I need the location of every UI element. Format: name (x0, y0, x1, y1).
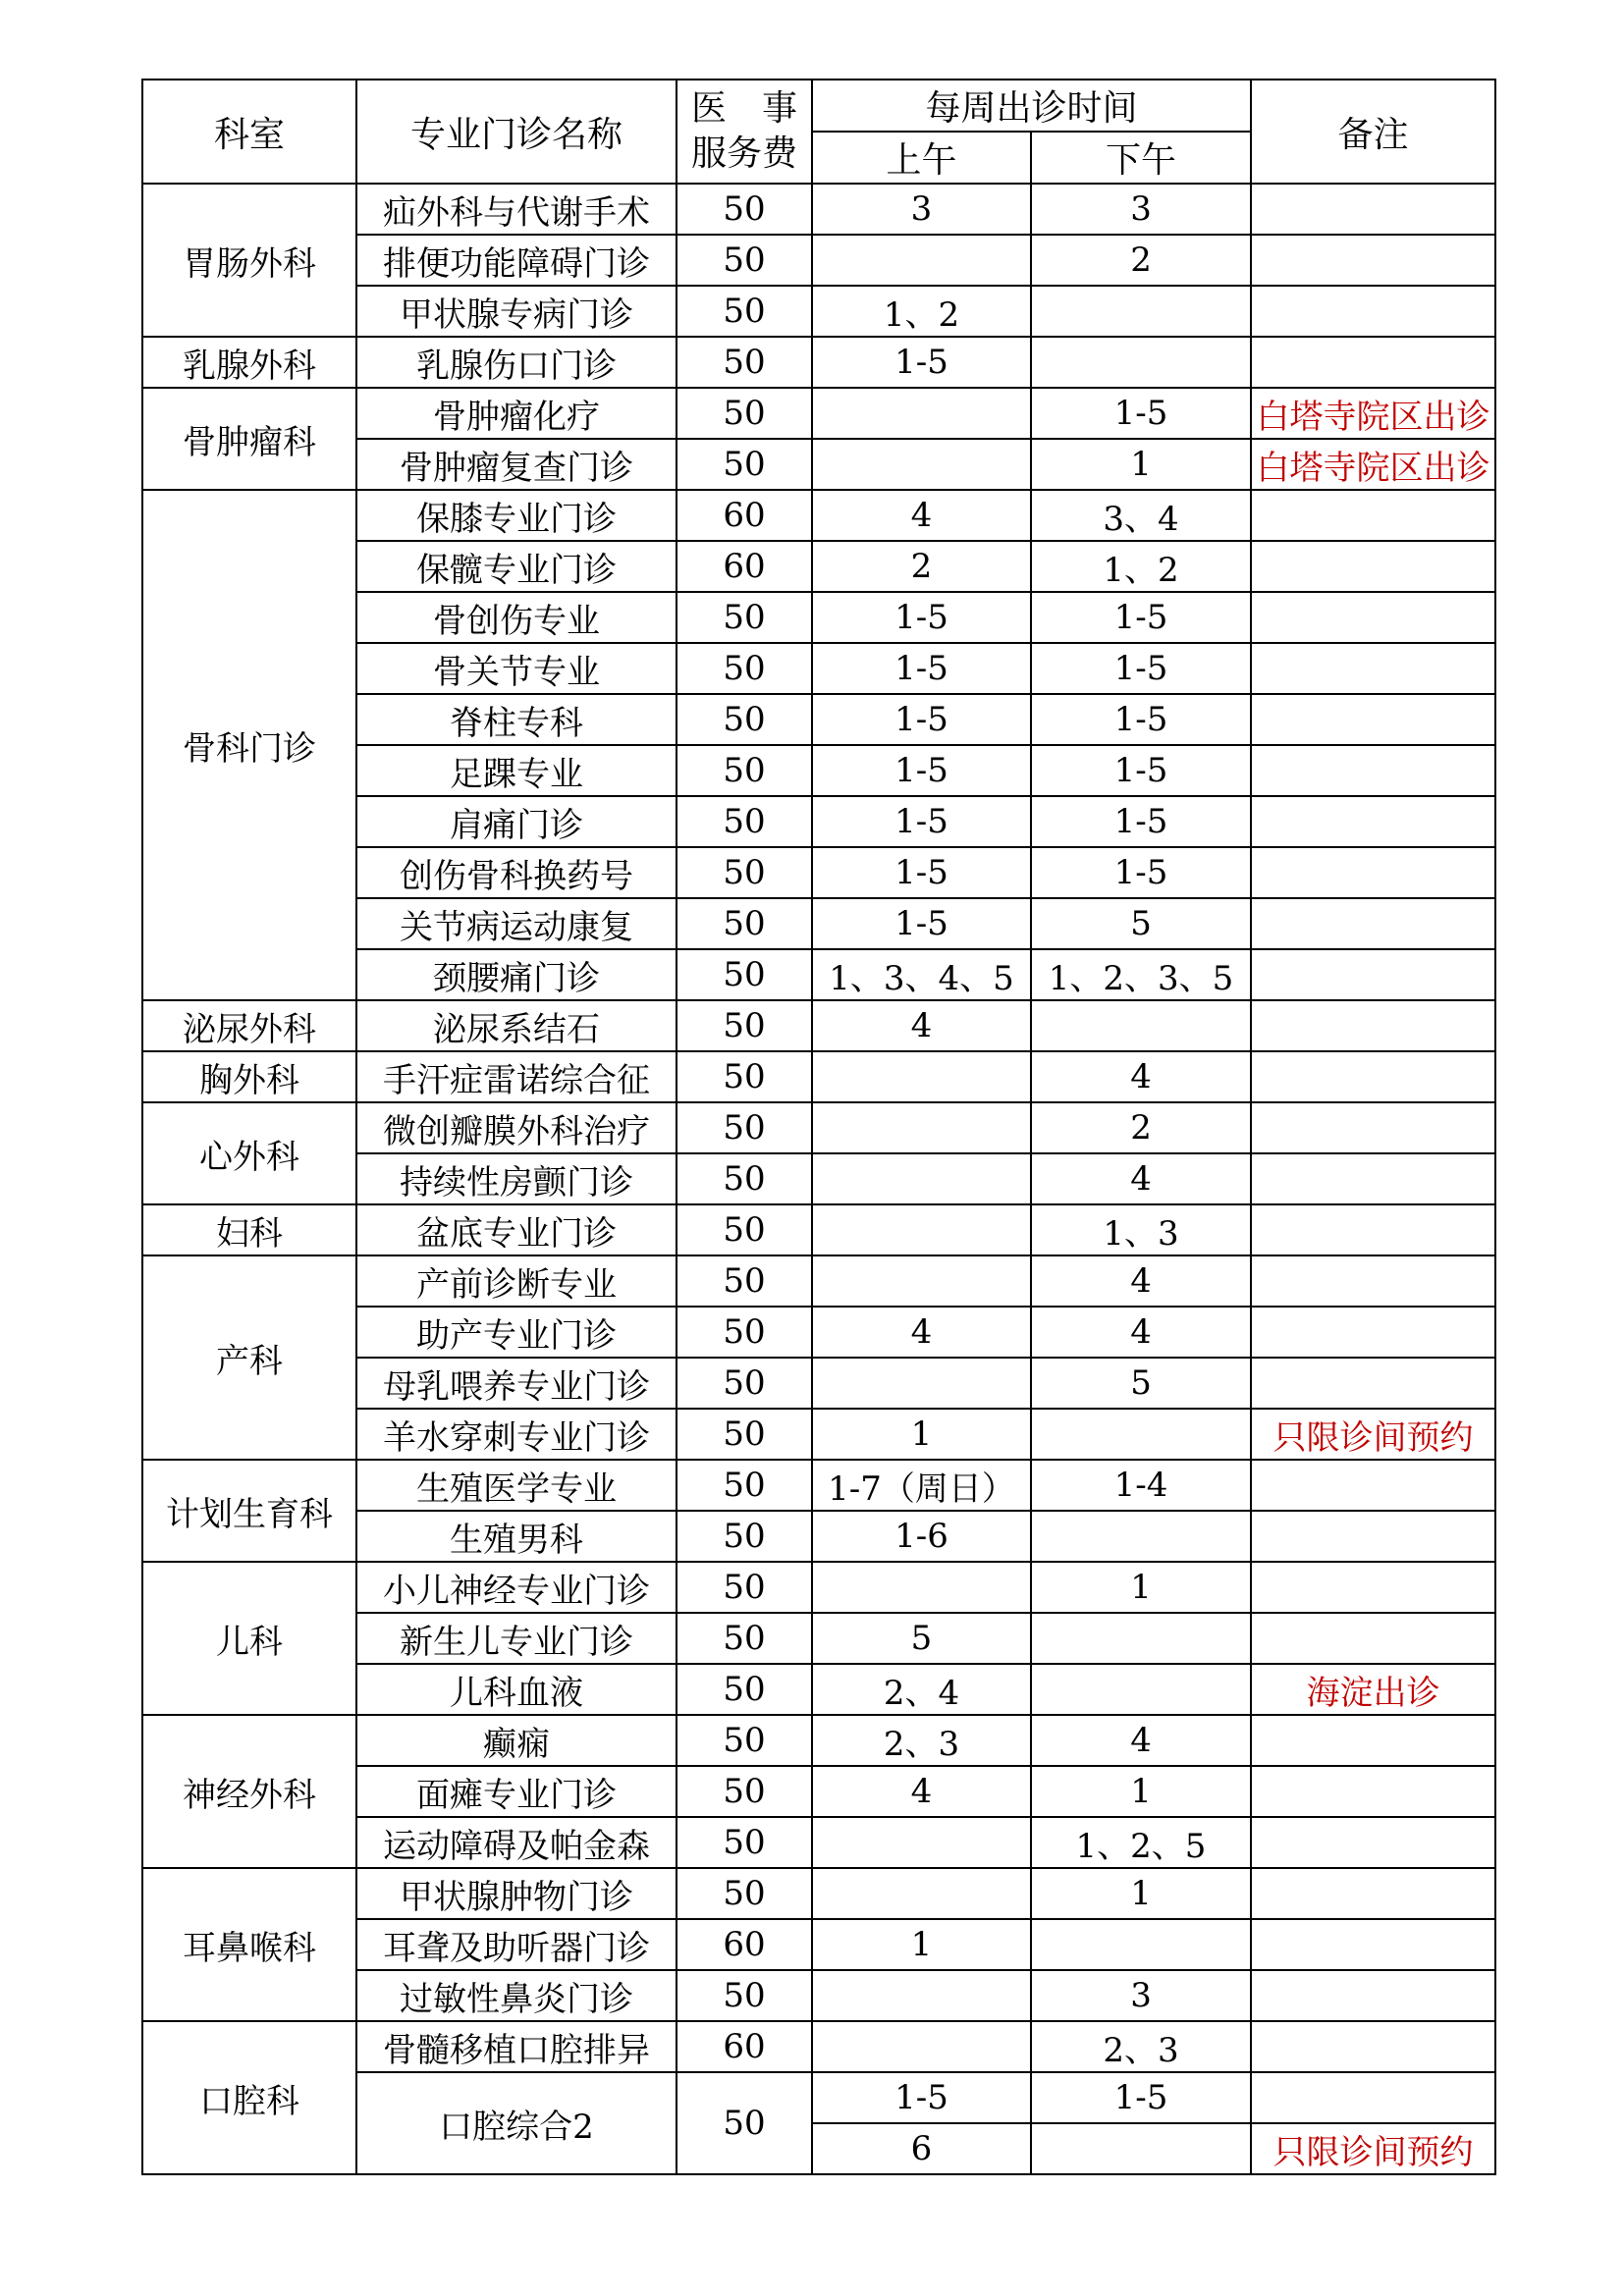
note-cell (1251, 1715, 1495, 1766)
table-row (142, 1051, 1495, 1102)
fee-cell: 50 (677, 949, 812, 1000)
afternoon-cell: 5 (1031, 898, 1251, 949)
fee-cell: 50 (677, 388, 812, 439)
header-schedule: 每周出诊时间 (812, 80, 1251, 132)
clinic-name-cell: 乳腺伤口门诊 (356, 337, 677, 388)
note-cell (1251, 592, 1495, 643)
morning-cell: 1-6 (812, 1511, 1031, 1562)
afternoon-cell: 4 (1031, 1715, 1251, 1766)
table-row (142, 337, 1495, 388)
fee-cell: 50 (677, 1409, 812, 1460)
afternoon-cell: 1-5 (1031, 2072, 1251, 2123)
afternoon-cell: 1-5 (1031, 796, 1251, 847)
morning-cell (812, 1204, 1031, 1255)
clinic-name-cell: 手汗症雷诺综合征 (356, 1051, 677, 1102)
fee-cell: 50 (677, 847, 812, 898)
morning-cell (812, 1562, 1031, 1613)
department-cell: 心外科 (142, 1102, 356, 1204)
fee-cell: 60 (677, 541, 812, 592)
afternoon-cell: 1-5 (1031, 847, 1251, 898)
note-cell (1251, 694, 1495, 745)
morning-cell (812, 388, 1031, 439)
note-cell: 海淀出诊 (1251, 1664, 1495, 1715)
note-cell (1251, 541, 1495, 592)
clinic-name-cell: 持续性房颤门诊 (356, 1153, 677, 1204)
department-cell: 乳腺外科 (142, 337, 356, 388)
fee-cell: 50 (677, 1102, 812, 1153)
fee-cell: 50 (677, 1255, 812, 1307)
morning-cell: 2 (812, 541, 1031, 592)
afternoon-cell (1031, 1409, 1251, 1460)
header-note: 备注 (1251, 80, 1495, 184)
fee-cell: 50 (677, 745, 812, 796)
table-body (142, 184, 1495, 2174)
table-row (142, 1204, 1495, 1255)
note-cell (1251, 1511, 1495, 1562)
afternoon-cell (1031, 1511, 1251, 1562)
fee-cell: 50 (677, 1562, 812, 1613)
fee-cell: 50 (677, 1511, 812, 1562)
morning-cell: 4 (812, 1307, 1031, 1358)
morning-cell: 1-5 (812, 847, 1031, 898)
fee-cell: 50 (677, 1307, 812, 1358)
clinic-name-cell: 过敏性鼻炎门诊 (356, 1970, 677, 2021)
afternoon-cell: 1-5 (1031, 388, 1251, 439)
afternoon-cell: 5 (1031, 1358, 1251, 1409)
afternoon-cell: 1 (1031, 1868, 1251, 1919)
morning-cell (812, 235, 1031, 286)
table-row (142, 490, 1495, 541)
note-cell (1251, 1204, 1495, 1255)
fee-cell: 50 (677, 1970, 812, 2021)
header-clinic: 专业门诊名称 (356, 80, 677, 184)
clinic-name-cell: 脊柱专科 (356, 694, 677, 745)
afternoon-cell: 1、2、3、5 (1031, 949, 1251, 1000)
note-cell (1251, 1970, 1495, 2021)
header-morning: 上午 (812, 132, 1031, 184)
note-cell (1251, 1868, 1495, 1919)
morning-cell: 1-5 (812, 796, 1031, 847)
afternoon-cell: 3 (1031, 1970, 1251, 2021)
morning-cell: 4 (812, 1000, 1031, 1051)
note-cell: 只限诊间预约 (1251, 1409, 1495, 1460)
note-cell (1251, 2021, 1495, 2072)
afternoon-cell: 1 (1031, 439, 1251, 490)
department-cell: 骨肿瘤科 (142, 388, 356, 490)
afternoon-cell: 1 (1031, 1766, 1251, 1817)
clinic-name-cell: 微创瓣膜外科治疗 (356, 1102, 677, 1153)
note-cell (1251, 1613, 1495, 1664)
note-cell (1251, 949, 1495, 1000)
afternoon-cell (1031, 1664, 1251, 1715)
morning-cell: 1、2 (812, 286, 1031, 337)
afternoon-cell: 1-4 (1031, 1460, 1251, 1511)
note-cell: 白塔寺院区出诊 (1251, 439, 1495, 490)
morning-cell: 4 (812, 490, 1031, 541)
department-cell: 骨科门诊 (142, 490, 356, 1000)
table-row (142, 2021, 1495, 2072)
fee-cell: 50 (677, 1664, 812, 1715)
afternoon-cell: 3、4 (1031, 490, 1251, 541)
afternoon-cell: 1 (1031, 1562, 1251, 1613)
clinic-schedule-table (141, 79, 1496, 2175)
clinic-name-cell: 盆底专业门诊 (356, 1204, 677, 1255)
clinic-name-cell: 母乳喂养专业门诊 (356, 1358, 677, 1409)
table-row (142, 1102, 1495, 1153)
note-cell (1251, 796, 1495, 847)
clinic-name-cell: 保髋专业门诊 (356, 541, 677, 592)
department-cell: 计划生育科 (142, 1460, 356, 1562)
afternoon-cell: 3 (1031, 184, 1251, 235)
clinic-name-cell: 甲状腺专病门诊 (356, 286, 677, 337)
fee-cell: 50 (677, 439, 812, 490)
afternoon-cell: 1、3 (1031, 1204, 1251, 1255)
department-cell: 神经外科 (142, 1715, 356, 1868)
afternoon-cell (1031, 286, 1251, 337)
morning-cell: 5 (812, 1613, 1031, 1664)
morning-cell: 1-5 (812, 745, 1031, 796)
department-cell: 胃肠外科 (142, 184, 356, 337)
fee-cell: 50 (677, 1460, 812, 1511)
note-cell (1251, 286, 1495, 337)
morning-cell: 2、4 (812, 1664, 1031, 1715)
clinic-name-cell: 助产专业门诊 (356, 1307, 677, 1358)
note-cell: 只限诊间预约 (1251, 2123, 1495, 2174)
note-cell (1251, 1562, 1495, 1613)
morning-cell: 1 (812, 1409, 1031, 1460)
note-cell (1251, 184, 1495, 235)
fee-cell: 50 (677, 796, 812, 847)
header-fee-line2: 服务费 (690, 133, 797, 174)
morning-cell (812, 1051, 1031, 1102)
afternoon-cell: 4 (1031, 1051, 1251, 1102)
table-row (142, 1562, 1495, 1613)
table-row (142, 1715, 1495, 1766)
note-cell (1251, 337, 1495, 388)
afternoon-cell: 4 (1031, 1255, 1251, 1307)
clinic-name-cell: 羊水穿刺专业门诊 (356, 1409, 677, 1460)
morning-cell (812, 1970, 1031, 2021)
clinic-name-cell: 足踝专业 (356, 745, 677, 796)
clinic-name-cell: 排便功能障碍门诊 (356, 235, 677, 286)
morning-cell (812, 1817, 1031, 1868)
clinic-name-cell: 小儿神经专业门诊 (356, 1562, 677, 1613)
morning-cell: 1-7（周日） (812, 1460, 1031, 1511)
note-cell (1251, 1766, 1495, 1817)
note-cell (1251, 1102, 1495, 1153)
clinic-name-cell: 疝外科与代谢手术 (356, 184, 677, 235)
table-row (142, 388, 1495, 439)
afternoon-cell: 2 (1031, 235, 1251, 286)
afternoon-cell: 1、2、5 (1031, 1817, 1251, 1868)
fee-cell: 50 (677, 592, 812, 643)
fee-cell: 50 (677, 1358, 812, 1409)
fee-cell: 50 (677, 337, 812, 388)
department-cell: 妇科 (142, 1204, 356, 1255)
afternoon-cell: 1、2 (1031, 541, 1251, 592)
department-cell: 胸外科 (142, 1051, 356, 1102)
note-cell (1251, 1255, 1495, 1307)
department-cell: 儿科 (142, 1562, 356, 1715)
table-row (142, 184, 1495, 235)
afternoon-cell (1031, 1919, 1251, 1970)
morning-cell (812, 2021, 1031, 2072)
fee-cell: 60 (677, 490, 812, 541)
header-afternoon: 下午 (1031, 132, 1251, 184)
morning-cell (812, 1153, 1031, 1204)
note-cell (1251, 1307, 1495, 1358)
table-row (142, 1000, 1495, 1051)
fee-cell: 50 (677, 2072, 812, 2174)
afternoon-cell (1031, 1000, 1251, 1051)
morning-cell: 1、3、4、5 (812, 949, 1031, 1000)
department-cell: 泌尿外科 (142, 1000, 356, 1051)
fee-cell: 60 (677, 2021, 812, 2072)
morning-cell (812, 1255, 1031, 1307)
clinic-name-cell: 创伤骨科换药号 (356, 847, 677, 898)
note-cell (1251, 745, 1495, 796)
morning-cell: 4 (812, 1766, 1031, 1817)
clinic-name-cell: 运动障碍及帕金森 (356, 1817, 677, 1868)
table-row (142, 1460, 1495, 1511)
clinic-name-cell: 耳聋及助听器门诊 (356, 1919, 677, 1970)
clinic-name-cell: 儿科血液 (356, 1664, 677, 1715)
clinic-name-cell: 口腔综合2 (356, 2072, 677, 2174)
header-fee-line1: 医 事 (690, 88, 797, 129)
morning-cell: 1-5 (812, 592, 1031, 643)
morning-cell: 1-5 (812, 643, 1031, 694)
clinic-name-cell: 面瘫专业门诊 (356, 1766, 677, 1817)
clinic-name-cell: 保膝专业门诊 (356, 490, 677, 541)
note-cell (1251, 1460, 1495, 1511)
table-row (142, 1255, 1495, 1307)
header-fee (677, 80, 812, 184)
afternoon-cell: 2 (1031, 1102, 1251, 1153)
clinic-name-cell: 癫痫 (356, 1715, 677, 1766)
note-cell (1251, 1000, 1495, 1051)
fee-cell: 50 (677, 286, 812, 337)
note-cell (1251, 2072, 1495, 2123)
note-cell: 白塔寺院区出诊 (1251, 388, 1495, 439)
fee-cell: 50 (677, 184, 812, 235)
afternoon-cell (1031, 337, 1251, 388)
morning-cell: 6 (812, 2123, 1031, 2174)
fee-cell: 50 (677, 235, 812, 286)
clinic-name-cell: 关节病运动康复 (356, 898, 677, 949)
note-cell (1251, 847, 1495, 898)
note-cell (1251, 490, 1495, 541)
note-cell (1251, 1358, 1495, 1409)
note-cell (1251, 235, 1495, 286)
fee-cell: 50 (677, 1715, 812, 1766)
afternoon-cell: 1-5 (1031, 643, 1251, 694)
morning-cell (812, 439, 1031, 490)
afternoon-cell (1031, 2123, 1251, 2174)
fee-cell: 50 (677, 1000, 812, 1051)
afternoon-cell: 4 (1031, 1307, 1251, 1358)
clinic-name-cell: 骨髓移植口腔排异 (356, 2021, 677, 2072)
morning-cell: 1-5 (812, 694, 1031, 745)
clinic-name-cell: 骨关节专业 (356, 643, 677, 694)
clinic-name-cell: 产前诊断专业 (356, 1255, 677, 1307)
morning-cell (812, 1358, 1031, 1409)
morning-cell: 3 (812, 184, 1031, 235)
fee-cell: 50 (677, 1153, 812, 1204)
table-row (142, 1868, 1495, 1919)
clinic-name-cell: 泌尿系结石 (356, 1000, 677, 1051)
clinic-name-cell: 骨肿瘤化疗 (356, 388, 677, 439)
fee-cell: 60 (677, 1919, 812, 1970)
clinic-name-cell: 骨肿瘤复查门诊 (356, 439, 677, 490)
department-cell: 产科 (142, 1255, 356, 1460)
note-cell (1251, 1919, 1495, 1970)
clinic-name-cell: 生殖医学专业 (356, 1460, 677, 1511)
morning-cell: 2、3 (812, 1715, 1031, 1766)
fee-cell: 50 (677, 643, 812, 694)
header-department: 科室 (142, 80, 356, 184)
clinic-name-cell: 甲状腺肿物门诊 (356, 1868, 677, 1919)
note-cell (1251, 1817, 1495, 1868)
morning-cell (812, 1102, 1031, 1153)
afternoon-cell: 1-5 (1031, 694, 1251, 745)
note-cell (1251, 643, 1495, 694)
clinic-name-cell: 新生儿专业门诊 (356, 1613, 677, 1664)
clinic-name-cell: 肩痛门诊 (356, 796, 677, 847)
morning-cell: 1-5 (812, 898, 1031, 949)
fee-cell: 50 (677, 1204, 812, 1255)
fee-cell: 50 (677, 1613, 812, 1664)
afternoon-cell (1031, 1613, 1251, 1664)
clinic-name-cell: 生殖男科 (356, 1511, 677, 1562)
fee-cell: 50 (677, 694, 812, 745)
afternoon-cell: 1-5 (1031, 592, 1251, 643)
clinic-name-cell: 骨创伤专业 (356, 592, 677, 643)
morning-cell: 1 (812, 1919, 1031, 1970)
fee-cell: 50 (677, 1051, 812, 1102)
morning-cell (812, 1868, 1031, 1919)
note-cell (1251, 898, 1495, 949)
afternoon-cell: 1-5 (1031, 745, 1251, 796)
fee-cell: 50 (677, 898, 812, 949)
fee-cell: 50 (677, 1766, 812, 1817)
morning-cell: 1-5 (812, 2072, 1031, 2123)
note-cell (1251, 1051, 1495, 1102)
note-cell (1251, 1153, 1495, 1204)
fee-cell: 50 (677, 1817, 812, 1868)
fee-cell: 50 (677, 1868, 812, 1919)
clinic-name-cell: 颈腰痛门诊 (356, 949, 677, 1000)
table-header (142, 80, 1495, 184)
afternoon-cell: 2、3 (1031, 2021, 1251, 2072)
department-cell: 口腔科 (142, 2021, 356, 2174)
morning-cell: 1-5 (812, 337, 1031, 388)
afternoon-cell: 4 (1031, 1153, 1251, 1204)
department-cell: 耳鼻喉科 (142, 1868, 356, 2021)
